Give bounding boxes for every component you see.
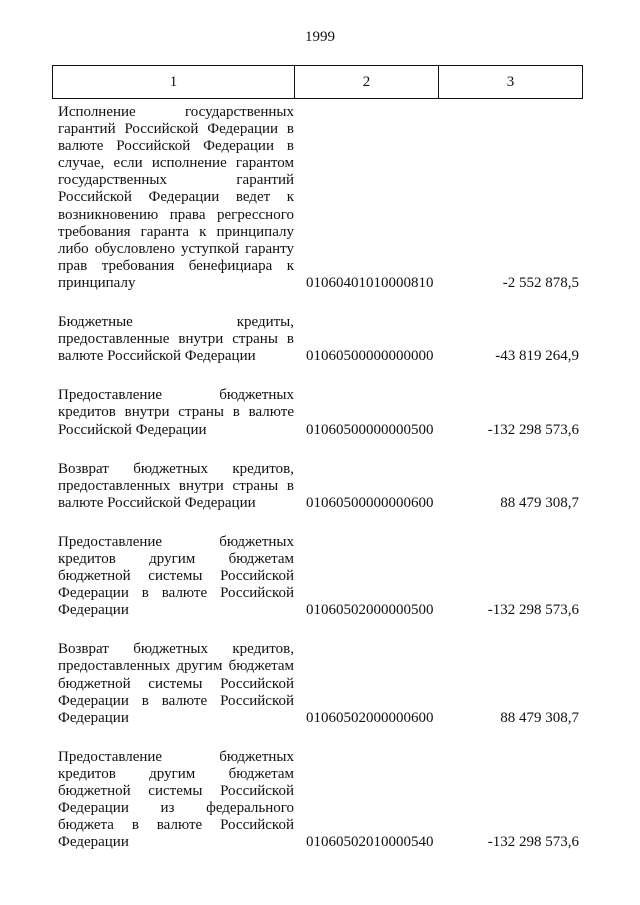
row-value: -132 298 573,6 (487, 834, 579, 851)
column-header-table (52, 65, 583, 99)
column-header-1: 1 (53, 66, 295, 99)
budget-rows (0, 104, 640, 851)
row-code: 01060500000000600 (306, 494, 434, 511)
table-row (0, 387, 640, 438)
row-value: -43 819 264,9 (495, 348, 579, 365)
row-code: 01060502000000500 (306, 602, 434, 619)
row-value: -2 552 878,5 (502, 274, 579, 291)
row-code: 01060401010000810 (306, 274, 434, 291)
table-row (0, 314, 640, 365)
row-name: Возврат бюджетных кредитов, предоставленных внутри страны в валюте Российской Федерации (58, 460, 294, 511)
row-value: 88 479 308,7 (500, 494, 579, 511)
row-code: 01060502010000540 (306, 834, 434, 851)
row-value: -132 298 573,6 (487, 421, 579, 438)
row-code: 01060500000000500 (306, 421, 434, 438)
column-header-3: 3 (439, 66, 583, 99)
table-row (0, 104, 640, 292)
table-row (0, 749, 640, 852)
row-value: -132 298 573,6 (487, 602, 579, 619)
row-value: 88 479 308,7 (500, 709, 579, 726)
row-code: 01060500000000000 (306, 348, 434, 365)
column-header-2: 2 (295, 66, 439, 99)
column-header-row (53, 66, 583, 99)
table-row (0, 534, 640, 619)
page-number: 1999 (305, 29, 335, 45)
table-row (0, 461, 640, 512)
row-name: Предоставление бюджетных кредитов другим бюджетам бюджетной системы Российской Федерации в валюте Российской Федерации (58, 533, 294, 619)
row-name: Предоставление бюджетных кредитов внутри страны в валюте Российской Федерации (58, 387, 294, 438)
row-code: 01060502000000600 (306, 709, 434, 726)
row-name: Возврат бюджетных кредитов, предоставленных другим бюджетам бюджетной системы Российской Федерации в валюте Российской Федерации (58, 641, 294, 726)
table-row (0, 641, 640, 726)
row-name: Предоставление бюджетных кредитов другим бюджетам бюджетной системы Российской Федерации из федерального бюджета в валюте Российской Федерации (58, 748, 294, 851)
row-name: Бюджетные кредиты, предоставленные внутри страны в валюте Российской Федерации (58, 314, 294, 365)
row-name: Исполнение государственных гарантий Российской Федерации в валюте Российской Федерации в случае, если исполнение гарантом государственных гарантий Российской Федерации ведет к возникновению права регрессного требования гаранта к принципалу либо обусловлено уступкой гаранту прав требования бенефициара к принципалу (58, 104, 294, 291)
